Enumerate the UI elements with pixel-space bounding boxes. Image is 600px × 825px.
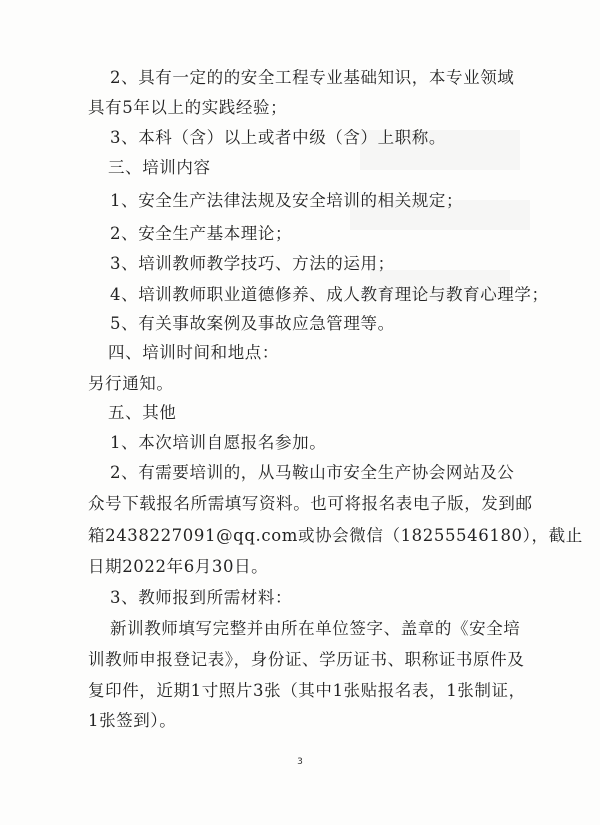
section-3-item-4: 4、培训教师职业道德修养、成人教育理论与教育心理学； (110, 285, 549, 304)
section-3-item-1: 1、安全生产法律法规及安全培训的相关规定； (110, 191, 464, 210)
section-3-item-3: 3、培训教师教学技巧、方法的运用； (110, 254, 395, 273)
section-5-item-2-line-3: 箱2438227091@qq.com或协会微信（18255546180），截止 (88, 526, 583, 545)
paragraph-2-line-1: 2、具有一定的的安全工程专业基础知识，本专业领域 (110, 68, 515, 87)
section-5-item-1: 1、本次培训自愿报名参加。 (110, 433, 327, 452)
section-4-heading: 四、培训时间和地点： (108, 343, 279, 362)
section-5-item-2-line-2: 众号下载报名所需填写资料。也可将报名表电子版，发到邮 (88, 494, 533, 513)
section-3-item-2: 2、安全生产基本理论； (110, 224, 293, 243)
section-5-item-4-line-2: 训教师申报登记表》，身份证、学历证书、职称证书原件及 (88, 650, 525, 669)
page-number: 3 (297, 757, 303, 767)
section-5-item-2-line-1: 2、有需要培训的，从马鞍山市安全生产协会网站及公 (110, 463, 515, 482)
section-5-item-4-line-1: 新训教师填写完整并由所在单位签字、盖章的《安全培 (110, 619, 521, 638)
section-5-item-4-line-3: 复印件，近期1寸照片3张（其中1张贴报名表，1张制证， (88, 681, 526, 700)
paragraph-2-line-2: 具有5年以上的实践经验； (88, 98, 288, 117)
section-5-item-3: 3、教师报到所需材料： (110, 588, 293, 607)
section-5-item-4-line-4: 1张签到）。 (88, 711, 177, 730)
section-4-text: 另行通知。 (88, 374, 174, 393)
paragraph-3: 3、本科（含）以上或者中级（含）上职称。 (110, 128, 446, 147)
section-3-heading: 三、培训内容 (108, 158, 211, 177)
section-5-heading: 五、其他 (108, 403, 177, 422)
section-3-item-5: 5、有关事故案例及事故应急管理等。 (110, 314, 395, 333)
section-5-item-2-line-4: 日期2022年6月30日。 (88, 557, 269, 576)
